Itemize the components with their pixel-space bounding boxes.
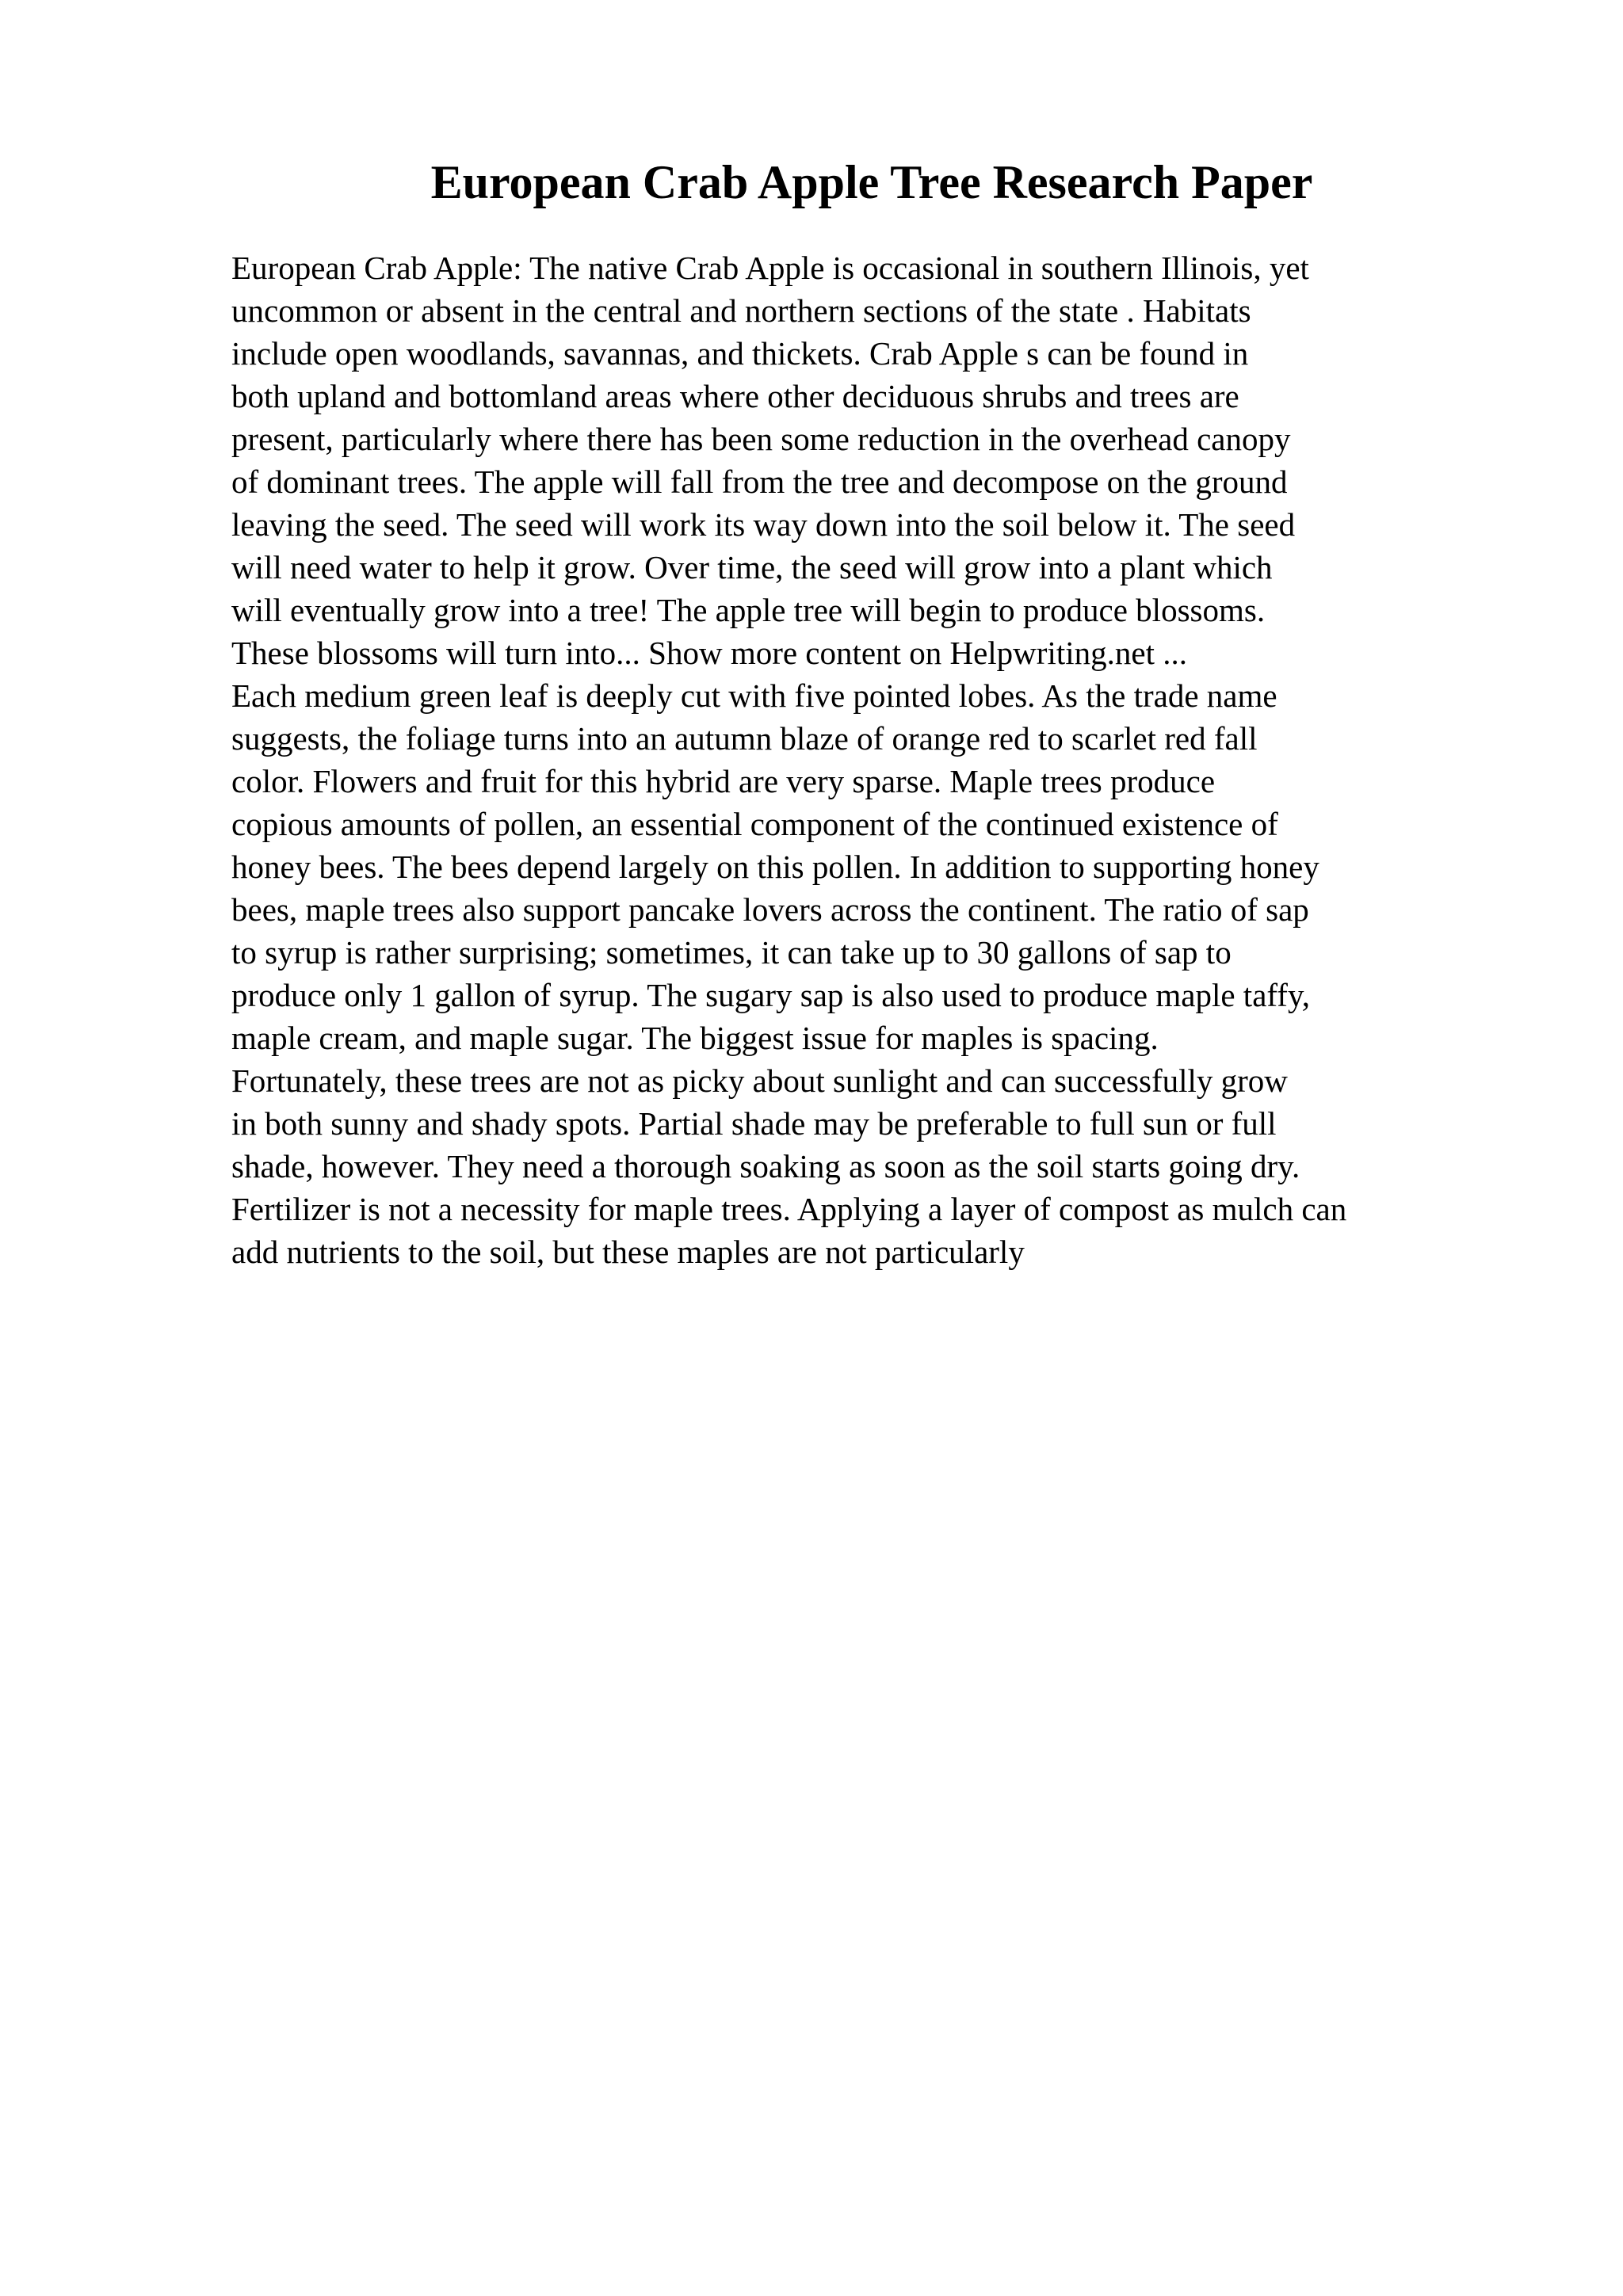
- text-line: to syrup is rather surprising; sometimes, it can take up to 30 gallons of sap to: [231, 934, 1232, 971]
- text-line: copious amounts of pollen, an essential component of the continued existence of: [231, 806, 1278, 842]
- text-line: of dominant trees. The apple will fall from the tree and decompose on the ground: [231, 463, 1288, 500]
- text-line: suggests, the foliage turns into an autumn blaze of orange red to scarlet red fall: [231, 720, 1258, 757]
- text-line: shade, however. They need a thorough soaking as soon as the soil starts going dry.: [231, 1148, 1300, 1184]
- text-line: bees, maple trees also support pancake lovers across the continent. The ratio of sap: [231, 891, 1309, 928]
- text-line: will eventually grow into a tree! The apple tree will begin to produce blossoms.: [231, 592, 1266, 628]
- text-line: will need water to help it grow. Over time, the seed will grow into a plant which: [231, 549, 1273, 585]
- text-line: These blossoms will turn into... Show more content on Helpwriting.net ...: [231, 635, 1187, 671]
- text-line: maple cream, and maple sugar. The biggest issue for maples is spacing.: [231, 1020, 1159, 1056]
- text-line: both upland and bottomland areas where other deciduous shrubs and trees are: [231, 378, 1239, 414]
- text-line: add nutrients to the soil, but these maples are not particularly: [231, 1234, 1025, 1270]
- text-line: include open woodlands, savannas, and thickets. Crab Apple s can be found in: [231, 335, 1249, 372]
- text-line: color. Flowers and fruit for this hybrid are very sparse. Maple trees produce: [231, 763, 1216, 799]
- text-line: European Crab Apple: The native Crab Apple is occasional in southern Illinois, yet: [231, 250, 1309, 286]
- text-line: Fortunately, these trees are not as picky about sunlight and can successfully grow: [231, 1062, 1288, 1099]
- body-text: [231, 246, 1594, 1273]
- text-line: leaving the seed. The seed will work its way down into the soil below it. The seed: [231, 506, 1296, 543]
- text-line: uncommon or absent in the central and northern sections of the state . Habitats: [231, 292, 1251, 329]
- text-line: Each medium green leaf is deeply cut with five pointed lobes. As the trade name: [231, 677, 1277, 714]
- text-line: Fertilizer is not a necessity for maple trees. Applying a layer of compost as mulch can: [231, 1191, 1347, 1227]
- text-line: honey bees. The bees depend largely on this pollen. In addition to supporting honey: [231, 849, 1319, 885]
- text-line: produce only 1 gallon of syrup. The sugary sap is also used to produce maple taffy,: [231, 977, 1311, 1013]
- text-line: in both sunny and shady spots. Partial shade may be preferable to full sun or full: [231, 1105, 1277, 1142]
- text-line: present, particularly where there has been some reduction in the overhead canopy: [231, 421, 1291, 457]
- page-title: European Crab Apple Tree Research Paper: [430, 156, 1313, 208]
